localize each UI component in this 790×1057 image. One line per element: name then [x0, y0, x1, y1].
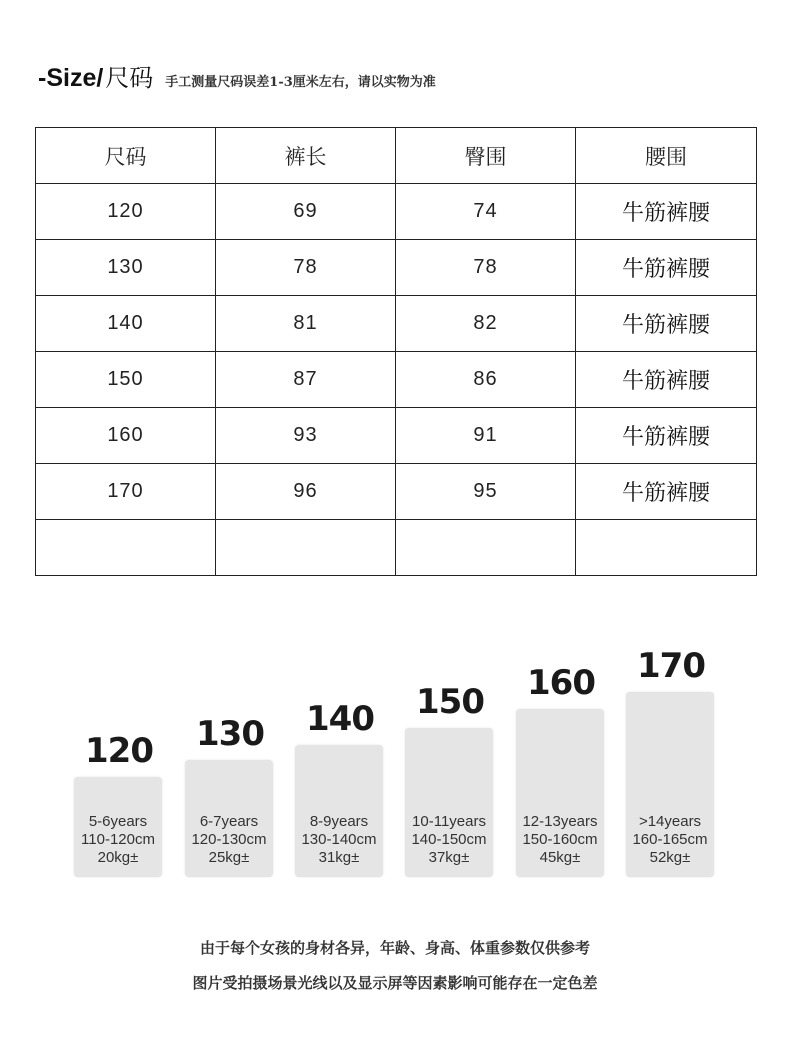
step-size-label: 130 — [196, 714, 264, 754]
cell-length: 78 — [216, 240, 396, 296]
step-size-label: 140 — [306, 699, 374, 739]
footer-note-2: 图片受拍摄场景光线以及显示屏等因素影响可能存在一定色差 — [192, 974, 598, 992]
step-age: 8-9years — [309, 813, 369, 830]
footer-note-1: 由于每个女孩的身材各异，年龄、身高、体重参数仅供参考 — [199, 939, 590, 957]
table-header-row — [36, 128, 757, 184]
measurement-note: 手工测量尺码误差1-3厘米左右，请以实物为准 — [165, 75, 436, 90]
step-age: 6-7years — [199, 813, 259, 830]
cell-size: 170 — [36, 464, 216, 520]
step-height: 110-120cm — [81, 831, 155, 848]
cell-length — [216, 520, 396, 576]
step-box — [516, 709, 604, 877]
cell-size: 130 — [36, 240, 216, 296]
step-weight: 20kg± — [97, 849, 139, 866]
step-height: 120-130cm — [191, 831, 267, 848]
table-row-empty — [36, 520, 757, 576]
step-size-label: 160 — [527, 663, 595, 703]
step-height: 160-165cm — [632, 831, 708, 848]
step-details — [64, 813, 172, 867]
step-weight: 37kg± — [428, 849, 470, 866]
cell-hip: 91 — [396, 408, 576, 464]
header-hip: 臀围 — [396, 128, 576, 184]
cell-size: 140 — [36, 296, 216, 352]
cell-hip: 74 — [396, 184, 576, 240]
step-box — [405, 728, 493, 877]
table-row — [36, 352, 757, 408]
step-size-label: 150 — [416, 682, 484, 722]
cell-hip: 86 — [396, 352, 576, 408]
table-row — [36, 464, 757, 520]
table-row — [36, 240, 757, 296]
cell-length: 87 — [216, 352, 396, 408]
size-table — [35, 127, 757, 576]
cell-waist: 牛筋裤腰 — [576, 240, 757, 296]
cell-waist: 牛筋裤腰 — [576, 352, 757, 408]
step-details — [285, 813, 393, 867]
table-row — [36, 296, 757, 352]
cell-length: 93 — [216, 408, 396, 464]
step-height: 140-150cm — [411, 831, 487, 848]
step-box — [295, 745, 383, 877]
cell-size: 150 — [36, 352, 216, 408]
step-height: 150-160cm — [522, 831, 598, 848]
step-size-label: 170 — [637, 646, 705, 686]
cell-length: 69 — [216, 184, 396, 240]
step-details — [616, 813, 724, 867]
cell-waist — [576, 520, 757, 576]
step-weight: 45kg± — [539, 849, 581, 866]
step-details — [506, 813, 614, 867]
step-weight: 52kg± — [649, 849, 691, 866]
step-age: 10-11years — [412, 813, 486, 830]
size-heading — [38, 58, 436, 98]
step-age: 5-6years — [88, 813, 148, 830]
size-label: -Size/ — [38, 64, 104, 92]
cell-waist: 牛筋裤腰 — [576, 464, 757, 520]
cell-hip: 82 — [396, 296, 576, 352]
table-row — [36, 408, 757, 464]
step-weight: 31kg± — [318, 849, 360, 866]
step-size-label: 120 — [85, 731, 153, 771]
step-box — [74, 777, 162, 877]
cell-waist: 牛筋裤腰 — [576, 184, 757, 240]
header-size: 尺码 — [36, 128, 216, 184]
cell-waist: 牛筋裤腰 — [576, 408, 757, 464]
header-length: 裤长 — [216, 128, 396, 184]
cell-size: 120 — [36, 184, 216, 240]
table-row — [36, 184, 757, 240]
step-box — [626, 692, 714, 877]
step-age: >14years — [638, 813, 702, 830]
cell-length: 81 — [216, 296, 396, 352]
step-box — [185, 760, 273, 877]
cell-length: 96 — [216, 464, 396, 520]
cell-size: 160 — [36, 408, 216, 464]
cell-size — [36, 520, 216, 576]
step-details — [395, 813, 503, 867]
step-height: 130-140cm — [301, 831, 377, 848]
header-waist: 腰围 — [576, 128, 757, 184]
step-weight: 25kg± — [208, 849, 250, 866]
cell-hip: 95 — [396, 464, 576, 520]
cell-hip — [396, 520, 576, 576]
step-details — [175, 813, 283, 867]
cell-waist: 牛筋裤腰 — [576, 296, 757, 352]
cell-hip: 78 — [396, 240, 576, 296]
size-label-cn: 尺码 — [105, 64, 154, 92]
step-age: 12-13years — [522, 813, 598, 830]
